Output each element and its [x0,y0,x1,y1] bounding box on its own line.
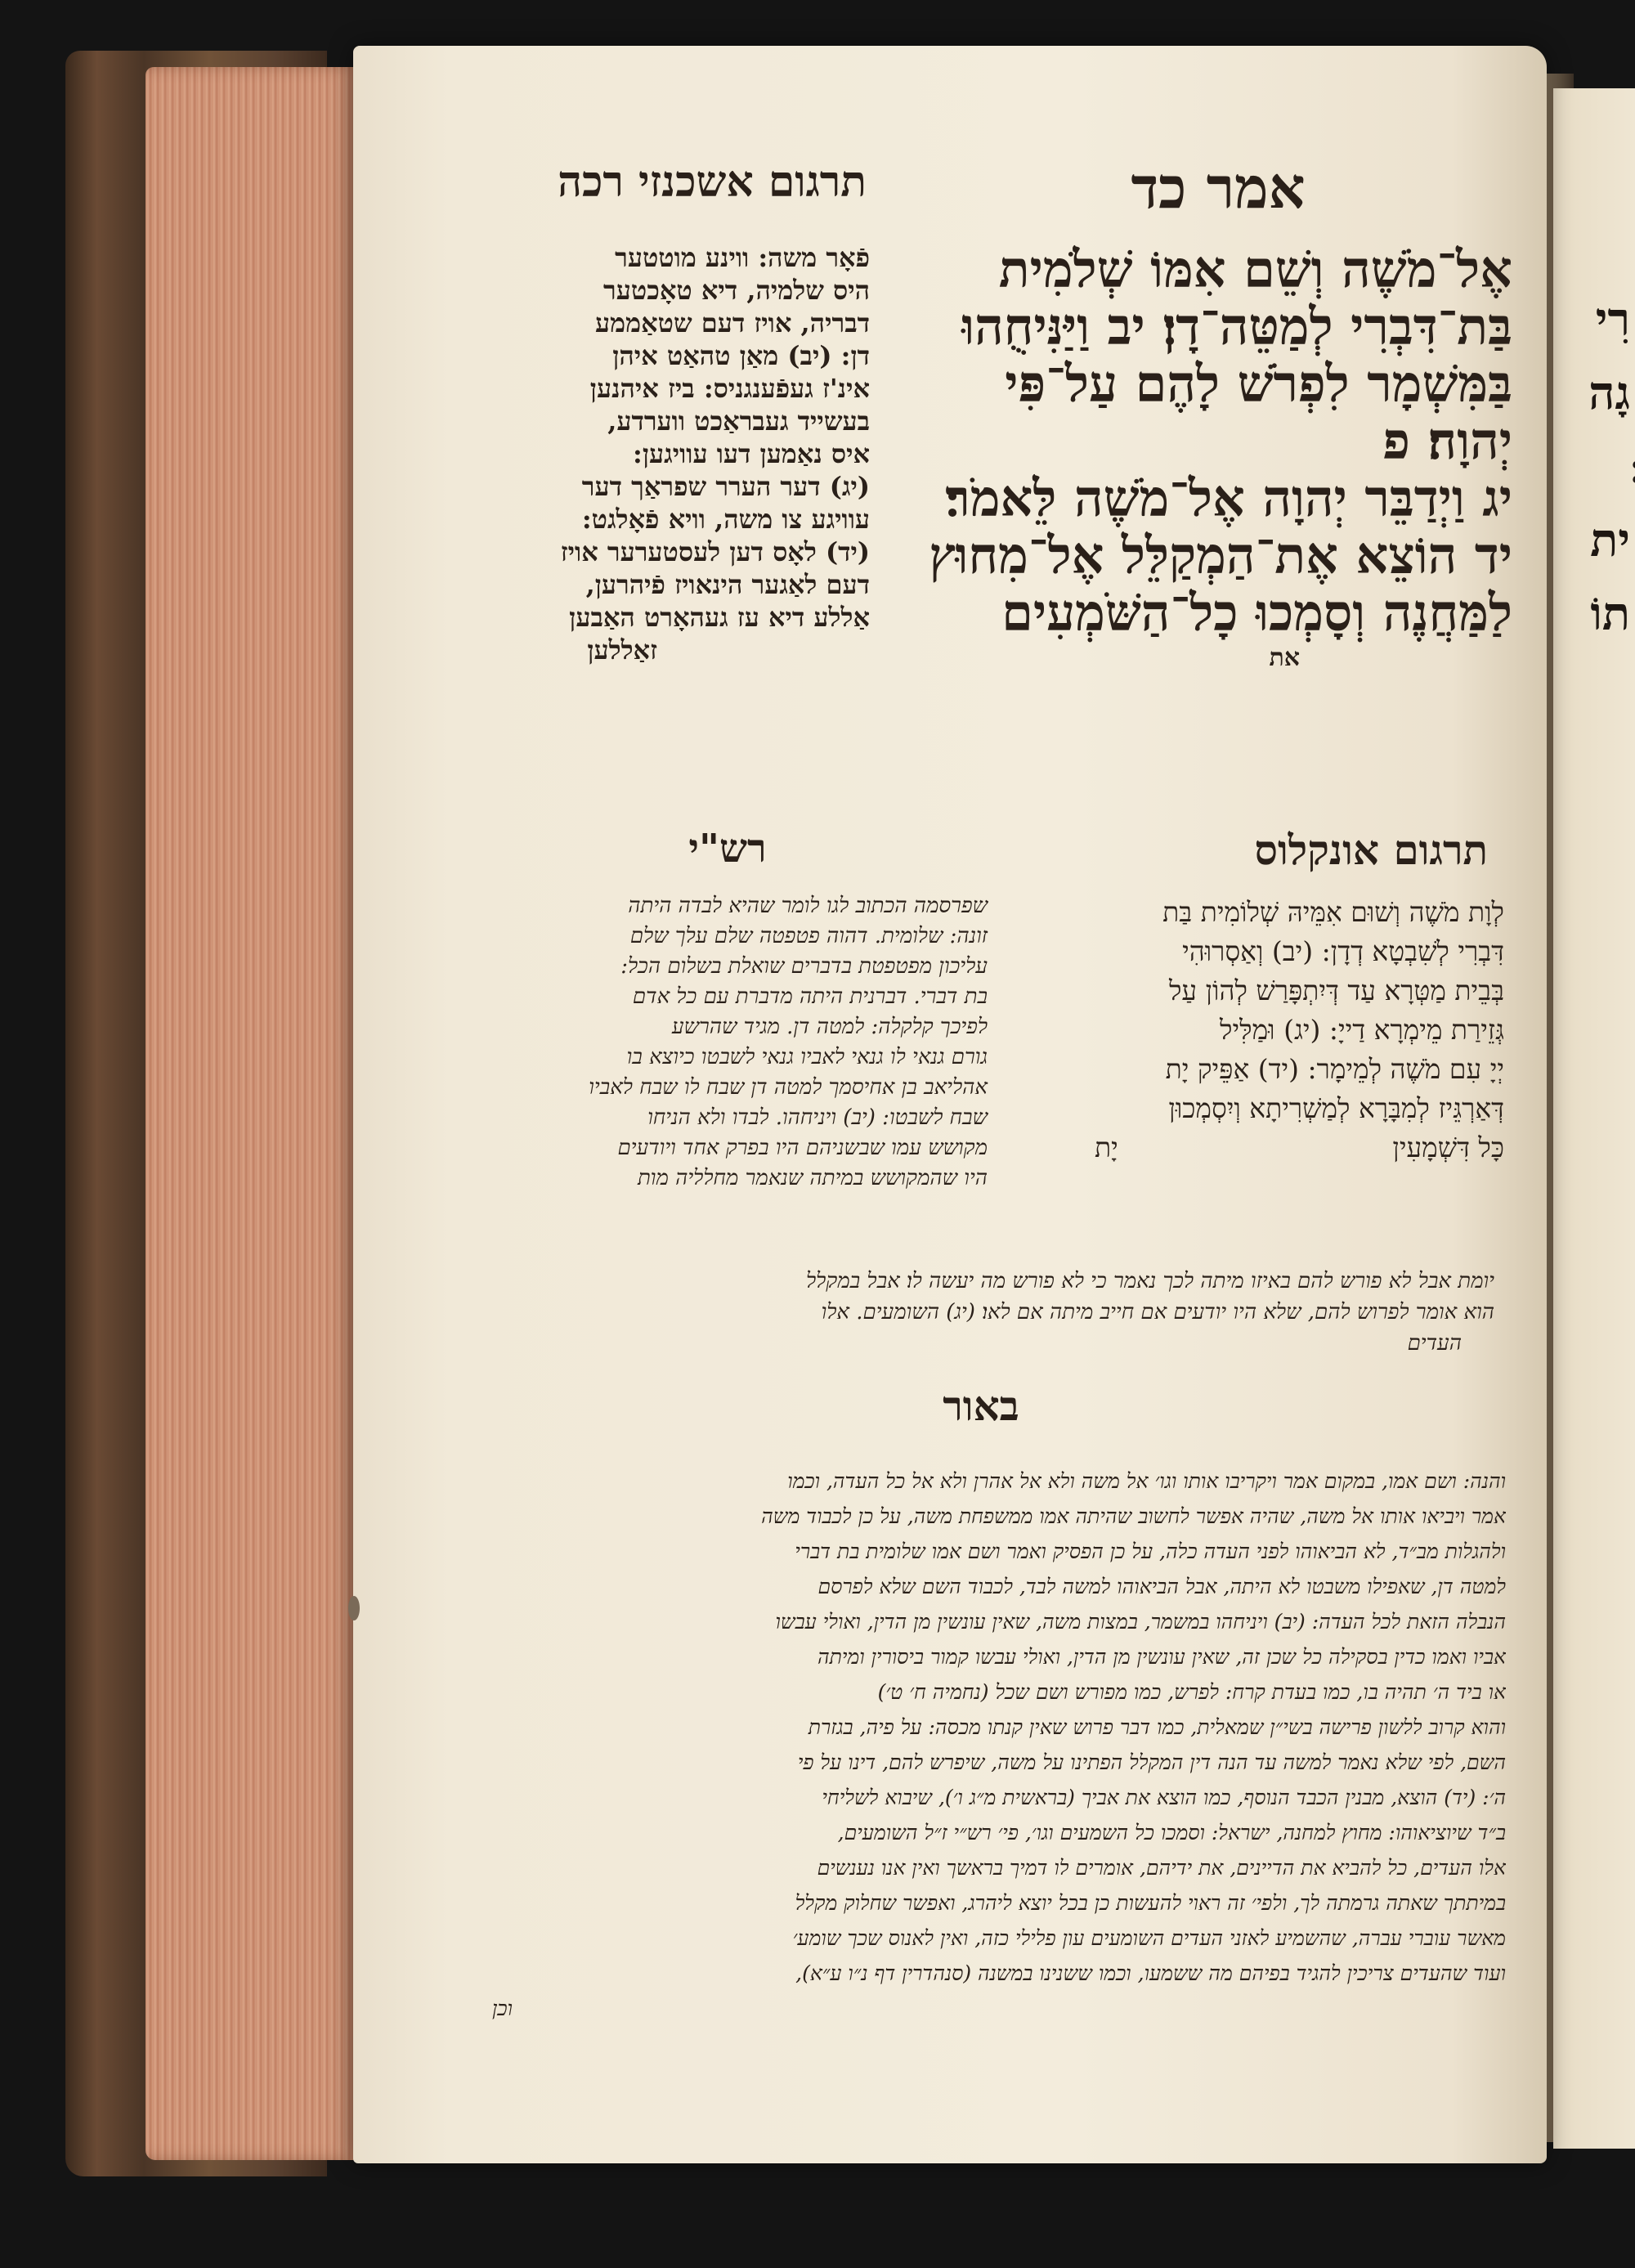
onkelos-line: דְּאַרְגֵּיז לְמִבָּרָא לְמַשְׁרִיתָא וְיִסְמְכוּן [1168,1092,1504,1124]
rashi-commentary [464,891,988,1194]
rashi-title: רש"י [688,826,767,872]
rashi-line: בת דברי. דברנית היתה מדברת עם כל אדם [632,984,988,1009]
rashi-line: היו שהמקושש במיתה שנאמר מחלליה מות [637,1166,988,1190]
translation-line: איס נאַמען דעו עוויגען: [633,438,870,469]
onkelos-translation [1014,893,1504,1168]
onkelos-title: תרגום אונקלוס [1254,826,1488,874]
page-stain [348,1596,360,1620]
next-page-edge [1553,88,1635,2149]
translation-line: דעם לאַגער הינאויז פֿיהרען, [585,569,870,600]
onkelos-line: כָּל דִּשְׁמָעִין יָת [1094,1132,1504,1163]
biur-title: באור [943,1382,1019,1430]
translation-line: דבריה, אויז דעם שטאַממע [595,307,870,338]
translation-line: עוויגע צו משה, וויא פֿאָלגט: [581,504,870,535]
translation-line: (יד) לאָס דען לעסטערער אויז [560,536,870,567]
rashi-line: זונה: שלומית. דהוה פטפטה שלם עלך שלם [629,924,988,948]
verse-catchword: את [1269,643,1300,672]
next-page-fragment: רִי [1595,293,1630,347]
biur-line: למטה דן, שאפילו משבטו לא היתה, אבל הביאוהו למשה לבד, לכבוד השם שלא לפרסם [818,1575,1506,1598]
rashi-line: מקושש עמו שבשניהם היו בפרק אחד ויודעים [617,1136,988,1160]
onkelos-line: גְּזֵירַת מֵימְרָא דַייָ: (יג) וּמַלִּיל [1220,1014,1504,1046]
biur-line: הנבלה הזאת לכל העדה: (יב) ויניחהו במשמר, במצות משה, שאין עונשין מן הדין, ואולי עבשו [775,1610,1506,1634]
rashi-line: גורם גנאי לו גנאי לאביו גנאי לשבטו כיוצא בו [626,1045,988,1069]
rashi-line: הוא אומר לפרוש להם, שלא היו יודעים אם חייב מיתה אם לאו׃ (יג) השומעים. אלו [821,1300,1494,1324]
rashi-line: לפיכך קלקלה: למטה דן. מגיד שהרשע [671,1015,988,1039]
translation-line: פֿאָר משה: ווינע מוטטער [615,242,870,273]
biur-line: אביו ואמו כדין בסקילה כל שכן זה, שאין עונשין מן הדין, ואולי עבשו קמור ביסורין ומיתה [817,1645,1506,1669]
parasha-header: אמר כד [1131,154,1306,222]
rashi-line: שפרסמה הכתוב לגו לומר שהיא לבדה היתה [628,894,988,918]
rashi-line: שבח לשבטו: (יב) ויניחהו. לבדו ולא הניחו [647,1105,988,1130]
ashkenazi-translation [494,241,870,666]
verse-line: יג וַיְדַבֵּר יְהוָה אֶל־מֹשֶׁה לֵּאמֹר׃ [945,468,1512,528]
next-page-fragment: גָה [1588,366,1630,420]
page-edges [146,67,360,2160]
biur-line: במיתתך שאתה גרמתה לך, ולפי׳ זה ראוי להעשות כן בכל יוצא ליהרג, ואפשר שחלוק מקלל [795,1891,1506,1915]
translation-line: אינ'ז געפֿענגניס: ביז איהנען [589,373,870,404]
torah-verses [891,241,1512,675]
biur-line: או ביד ה׳ תהיה בו, כמו בעדת קרח: לפרש, כמו מפורש ושם שכל (נחמיה ח׳ ט׳) [877,1680,1506,1704]
rashi-commentary-continued [464,1266,1494,1359]
verse-line: יְהוָה׃ פ [1382,411,1512,471]
verse-line: לַמַּחֲנֶה וְסָמְכוּ כָל־הַשֹּׁמְעִים [1001,583,1512,643]
biur-line: ועוד שהעדים צריכין להגיד בפיהם מה ששמעו, וכמו ששנינו במשנה (סנהדרין דף נ״ו ע״א), [795,1961,1506,1985]
rashi-line: יומת אבל לא פורש להם באיזו מיתה לכך נאמר כי לא פורש מה יעשה לו׃ אבל במקלל [805,1269,1494,1293]
translation-line: דן: (יב) מאַן טהאַט איהן [612,340,870,371]
biur-line: השם, לפי שלא נאמר למשה עד הנה דין המקלל הפתינו על משה, שיפרש להם, דינו על פי [797,1750,1506,1774]
verse-line: יד הוֹצֵא אֶת־הַמְקַלֵּל אֶל־מִחוּץ [929,526,1512,585]
biur-line: והוא קרוב ללשון פרישה בשי״ן שמאלית, כמו דבר פרוש שאין קנתו מכסה: על פיה, בגזרת [808,1715,1506,1739]
translation-line: אַללע דיא עז געהאָרט האַבען [569,602,870,633]
biur-line: אמר ויביאו אותו אל משה, שהיה אפשר לחשוב שהיתה אמו ממשפחת משה, על כן לכבוד משה [761,1504,1506,1528]
verse-line: אֶל־מֹשֶׁה וְשֵׁם אִמּוֹ שְׁלֹמִית [998,240,1512,299]
rashi-line: עליכון מפטפטת בדברים שואלת בשלום הכל: [620,954,988,979]
onkelos-line: דִּבְרִי לְשִׁבְטָא דְדָן: (יב) וְאַסְרוּהִי [1182,935,1504,967]
rashi-line: העדים [1407,1331,1462,1356]
verse-line: בַּת־דִּבְרִי לְמַטֵּה־דָן׃ יב וַיַּנִּיחֻהוּ [961,297,1512,356]
biur-commentary [468,1463,1506,2026]
biur-line: ב״ד שיוציאוהו: מחוץ למחנה, ישראל: וסמכו כל השמעים וגו׳, פי׳ רש״י ז״ל השומעים, [837,1821,1506,1844]
translation-line: (יג) דער הערר שפראַך דער [581,471,870,502]
translation-line: בעשייד געבראַכט ווערדע, [607,406,870,437]
biur-catchword: וכן [492,1997,513,2020]
biur-line: והנה: ושם אמו, במקום אמר ויקריבו אותו וגו׳ אל משה ולא אל אהרן ולא אל כל העדה, וכמו [787,1469,1506,1493]
biur-line: ה׳: (יד) הוצא, מבנין הכבד הנוסף, כמו הוצא את אביך (בראשית מ״ג ו׳), שיבוא לשליחי [822,1786,1506,1809]
onkelos-line: לְוָת מֹשֶׁה וְשׁוּם אִמֵּיהּ שְׁלוֹמִית בַּת [1162,896,1504,928]
next-page-fragment: ית [1590,513,1630,567]
onkelos-line: יְיָ עִם מֹשֶׁה לְמֵימָר: (יד) אַפֵּיק יָת [1165,1053,1504,1085]
onkelos-line: בְּבֵית מַטְּרָא עַד דְּיִתְפָּרַשׁ לְהוֹן עַל [1169,975,1504,1006]
biur-line: אלו העדים, כל להביא את הדיינים, את ידיהם, אומרים לו דמיך בראשך ואין אנו נענשים [817,1856,1506,1880]
biur-line: מאשר עוברי עברה, שהשמיע לאזני העדים השומעים עון פלילי כזה, ואין לאנוס שכך שומע׳ [792,1926,1506,1950]
translation-catchword: זאַללען [587,634,657,666]
rashi-line: אהליאב בן אחיסמך למטה דן שבח לו שבח לאביו [589,1075,988,1100]
verse-line: בַּמִּשְׁמָר לִפְרֹשׁ לָהֶם עַל־פִּי [1005,354,1512,414]
ashkenazi-translation-title: תרגום אשכנזי רכה [558,157,867,207]
translation-line: היס שלמיה, דיא טאָכטער [603,275,870,306]
biur-line: ולהגלות מב״ד, לא הביאוהו לפני העדה כלה, על כן הפסיק ואמר ושם אמו שלומית בת דברי [795,1540,1506,1563]
next-page-fragment: תוֹ [1590,587,1630,641]
